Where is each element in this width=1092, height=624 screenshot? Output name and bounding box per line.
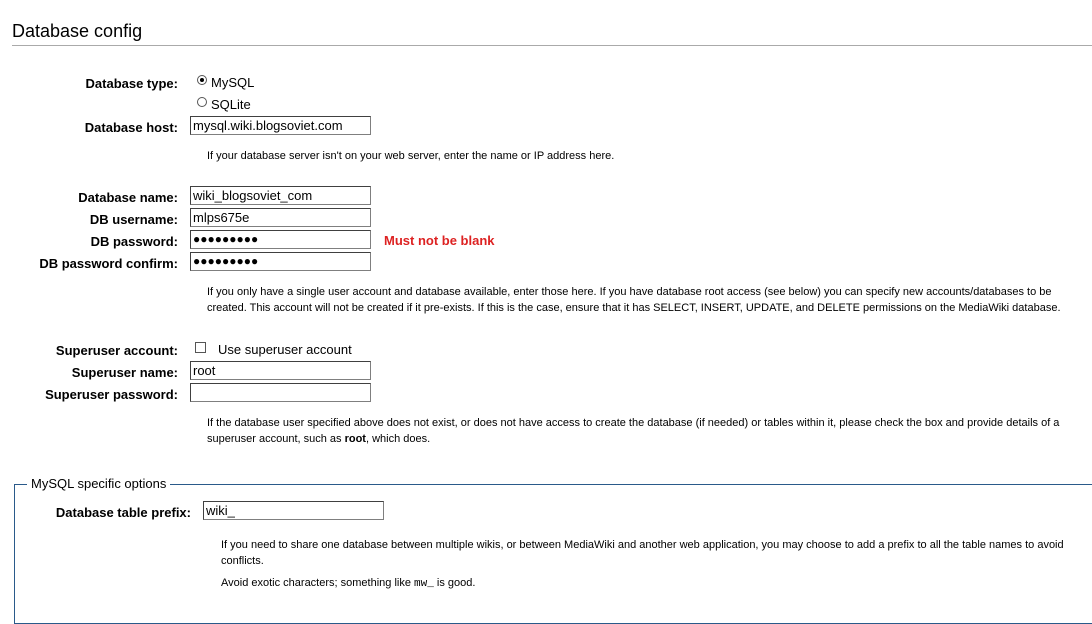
db-host-label: Database host: [84, 120, 178, 135]
db-password-label: DB password: [90, 234, 178, 249]
db-username-input[interactable]: mlps675e [190, 208, 371, 227]
page-title: Database config [12, 21, 143, 41]
superuser-help-root: root [344, 433, 366, 445]
mysql-options-legend: MySQL specific options [27, 476, 170, 491]
superuser-name-label: Superuser name: [71, 365, 178, 380]
superuser-help: If the database user specified above does not exist, or does not have access to create the database (if needed) or tables within it, please check the box and provide details of a superuser account, such as root, which does. [207, 417, 1060, 445]
table-prefix-help: If you need to share one database between multiple wikis, or between MediaWiki and another web application, you may choose to add a prefix to all the table names to avoid conflicts. [221, 539, 1064, 567]
db-username-label: DB username: [89, 212, 178, 227]
db-host-input[interactable]: mysql.wiki.blogsoviet.com [190, 116, 371, 135]
db-name-label: Database name: [78, 190, 178, 205]
radio-mysql[interactable] [197, 75, 207, 85]
superuser-account-label: Superuser account: [55, 343, 178, 358]
radio-sqlite-label[interactable]: SQLite [211, 97, 251, 112]
db-name-input[interactable]: wiki_blogsoviet_com [190, 186, 371, 205]
use-superuser-checkbox-label[interactable]: Use superuser account [218, 342, 352, 357]
prefix-example-code: mw_ [414, 578, 434, 590]
use-superuser-checkbox[interactable] [195, 342, 206, 353]
superuser-password-input[interactable] [190, 383, 371, 402]
db-password-confirm-input[interactable]: ●●●●●●●●● [190, 252, 371, 271]
table-prefix-input[interactable]: wiki_ [203, 501, 384, 520]
superuser-password-label: Superuser password: [45, 387, 178, 402]
db-type-label: Database type: [85, 76, 178, 91]
radio-sqlite[interactable] [197, 97, 207, 107]
account-help: If you only have a single user account and database available, enter those here. If you have database root access (see below) you can specify new accounts/databases to be created. This account will not be created if it pre-exists. If this is the case, ensure that it has SELECT, INSERT, UPDATE, and DELETE permissions on the MediaWiki database. [207, 286, 1061, 314]
table-prefix-label: Database table prefix: [55, 505, 191, 520]
radio-mysql-label[interactable]: MySQL [211, 75, 255, 90]
db-password-error: Must not be blank [384, 233, 495, 248]
table-prefix-help-chars: Avoid exotic characters; something like mw_ is good. [221, 577, 476, 590]
db-password-confirm-label: DB password confirm: [39, 256, 178, 271]
heading-divider [12, 45, 1092, 46]
db-password-input[interactable]: ●●●●●●●●● [190, 230, 371, 249]
db-host-help: If your database server isn't on your web server, enter the name or IP address here. [207, 150, 615, 162]
superuser-name-input[interactable]: root [190, 361, 371, 380]
